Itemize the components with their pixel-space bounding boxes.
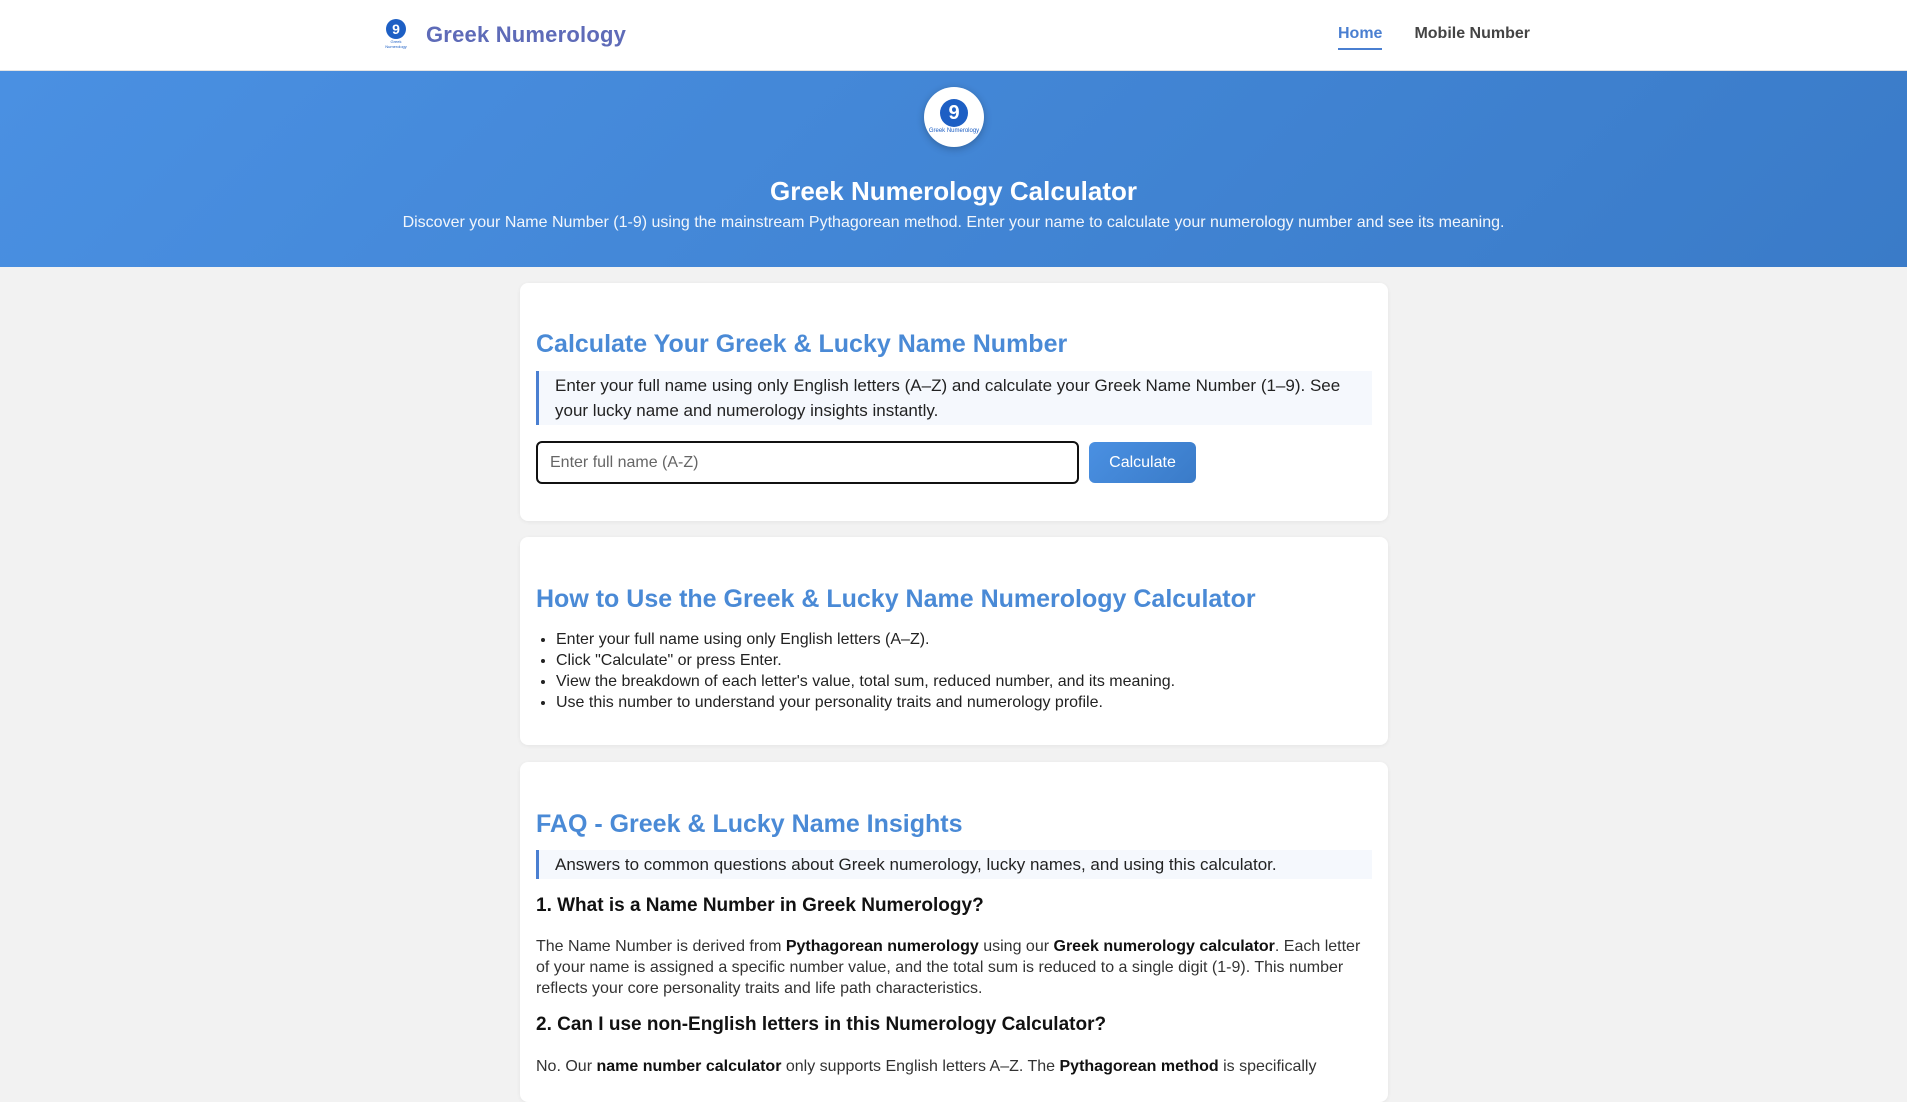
faq-question-2: 2. Can I use non-English letters in this Numerology Calculator? xyxy=(536,1014,1107,1035)
faq-answer-2: No. Our name number calculator only supports English letters A–Z. The Pythagorean method is specifically xyxy=(536,1058,1317,1075)
calculator-heading: Calculate Your Greek & Lucky Name Number xyxy=(536,330,1068,358)
list-item: • Use this number to understand your personality traits and numerology profile. xyxy=(556,692,1175,713)
list-item: • View the breakdown of each letter's value, total sum, reduced number, and its meaning. xyxy=(556,671,1175,692)
nav-link-home[interactable]: Home xyxy=(1338,25,1382,50)
brand-name[interactable]: Greek Numerology xyxy=(426,22,627,47)
calculator-card xyxy=(520,283,1388,521)
faq-question-1: 1. What is a Name Number in Greek Numerology? xyxy=(536,895,984,916)
brand[interactable] xyxy=(382,19,626,51)
page-subtitle: Discover your Name Number (1-9) using the mainstream Pythagorean method. Enter your name to calculate your numerology number and see its meaning. xyxy=(402,214,1505,231)
page-title: Greek Numerology Calculator xyxy=(770,176,1137,206)
faq-intro: Answers to common questions about Greek numerology, lucky names, and using this calculator. xyxy=(536,850,1372,879)
name-input[interactable] xyxy=(536,441,1079,484)
list-item: • Enter your full name using only English letters (A–Z). xyxy=(556,629,1175,650)
nav-link-mobile-number[interactable]: Mobile Number xyxy=(1414,25,1530,42)
how-to-card xyxy=(520,537,1388,745)
how-to-heading: How to Use the Greek & Lucky Name Numerology Calculator xyxy=(536,585,1256,613)
top-navbar xyxy=(0,0,1907,71)
faq-answer-1: The Name Number is derived from Pythagorean numerology using our Greek numerology calculator. Each letter of your name is assigned a specific number value, and the total sum is reduced to a single digit (1-9). This number reflects your core personality traits and life path characteristics. xyxy=(536,938,1361,997)
calculator-description: Enter your full name using only English letters (A–Z) and calculate your Greek Name Number (1–9). See your lucky name and numerology insights instantly. xyxy=(536,371,1372,425)
brand-logo-icon: 9 Greek Numerology xyxy=(385,21,407,49)
calculate-button[interactable]: Calculate xyxy=(1089,442,1196,483)
faq-card xyxy=(520,762,1388,1102)
how-to-steps xyxy=(536,629,1175,713)
hero-logo-icon: 9 Greek Numerology xyxy=(924,87,984,147)
list-item: • Click "Calculate" or press Enter. xyxy=(556,650,1175,671)
main-nav xyxy=(1338,25,1530,50)
hero-banner xyxy=(0,71,1907,267)
faq-heading: FAQ - Greek & Lucky Name Insights xyxy=(536,810,963,838)
